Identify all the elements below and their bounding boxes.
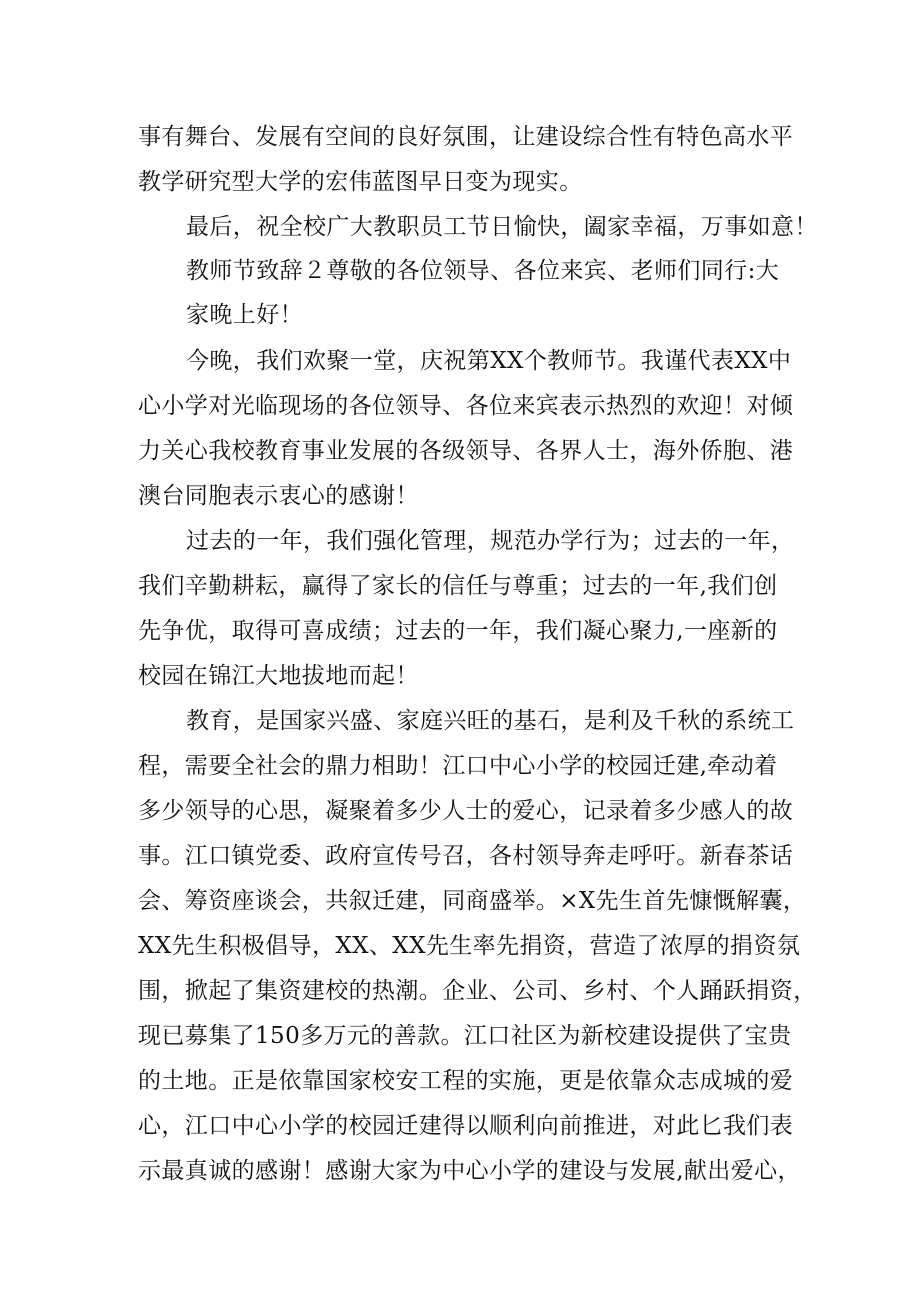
text-line: 教师节致辞２尊敬的各位领导、各位来宾、老师们同行:大 (186, 258, 780, 284)
text-line: 多少领导的心思，凝聚着多少人士的爱心，记录着多少感人的故 (138, 798, 794, 824)
text-line: 教育，是国家兴盛、家庭兴旺的基石，是利及千秋的系统工 (186, 708, 795, 734)
text-line: 的土地。正是依靠国家校安工程的实施，更是依靠众志成城的爱 (138, 1068, 794, 1094)
text-line: 力关心我校教育事业发展的各级领导、各界人士，海外侨胞、港 (138, 438, 794, 464)
text-line: 示最真诚的感谢！感谢大家为中心小学的建设与发展,献出爱心， (138, 1158, 801, 1184)
text-line: 现已募集了150多万元的善款。江口社区为新校建设提供了宝贵 (138, 1023, 792, 1049)
text-line: XX先生积极倡导，XX、XX先生率先捐资，营造了浓厚的捐资氛 (138, 933, 801, 959)
text-line: 澳台同胞表示衷心的感谢！ (138, 483, 419, 509)
text-line: 教学研究型大学的宏伟蓝图早日变为现实。 (138, 169, 583, 195)
text-line: 先争优，取得可喜成绩；过去的一年，我们凝心聚力,一座新的 (138, 618, 778, 644)
text-line: 心，江口中心小学的校园迁建得以顺利向前推进，对此匕我们表 (138, 1113, 794, 1139)
text-line: 校园在锦江大地拔地而起！ (138, 663, 419, 689)
text-line: 家晚上好！ (186, 302, 303, 328)
text-line: 我们辛勤耕耘，赢得了家长的信任与尊重；过去的一年,我们创 (138, 573, 778, 599)
text-line: 程，需要全社会的鼎力相助！江口中心小学的校园迁建,牵动着 (138, 753, 778, 779)
text-line: 最后，祝全校广大教职员工节日愉快，阖家幸福，万事如意！ (186, 214, 818, 240)
text-line: 今晚，我们欢聚一堂，庆祝第XX个教师节。我谨代表XX中 (186, 348, 792, 374)
text-line: 会、筹资座谈会，共叙迁建，同商盛举。×X先生首先慷慨解囊， (138, 888, 807, 914)
text-line: 围，掀起了集资建校的热潮。企业、公司、乡村、个人踊跃捐资， (138, 978, 817, 1004)
text-line: 事。江口镇党委、政府宣传号召，各村领导奔走呼吁。新春茶话 (138, 843, 794, 869)
text-line: 心小学对光临现场的各位领导、各位来宾表示热烈的欢迎！对倾 (138, 393, 794, 419)
text-line: 事有舞台、发展有空间的良好氛围，让建设综合性有特色高水平 (138, 124, 794, 150)
text-line: 过去的一年，我们强化管理，规范办学行为；过去的一年， (186, 528, 795, 554)
